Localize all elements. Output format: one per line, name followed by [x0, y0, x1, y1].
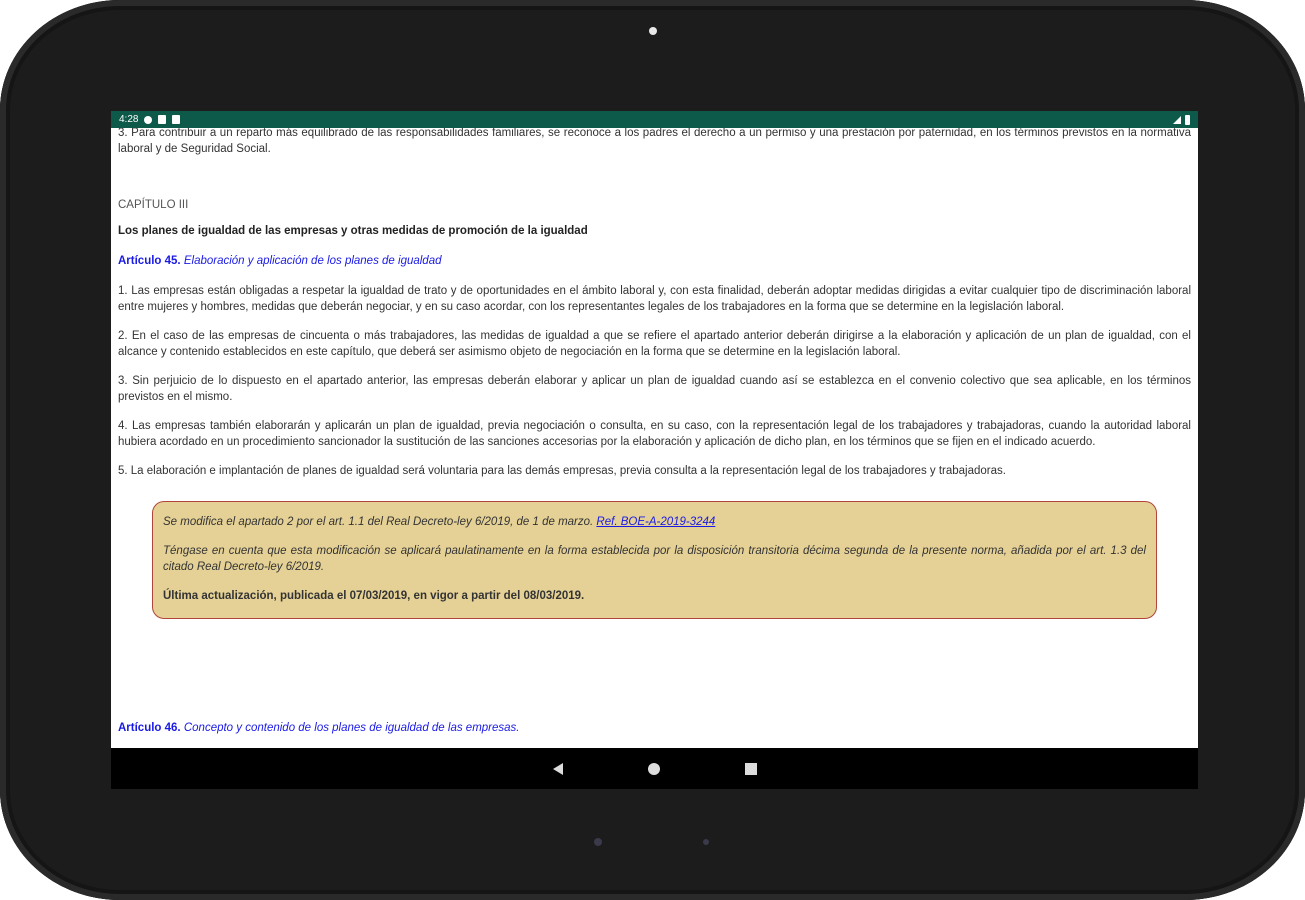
screen — [111, 111, 1198, 789]
paragraph: 1. Las empresas están obligadas a respetar la igualdad de trato y de oportunidades en el ámbito laboral y, con esta finalidad, deberán adoptar medidas dirigidas a evitar cualquier tipo de discriminación laboral entre mujeres y hombres, medidas que deberán negociar, y en su caso acordar, con los representantes legales de los trabajadores en la forma que se determine en la legislación laboral. — [118, 285, 1191, 313]
article-title: Elaboración y aplicación de los planes de igualdad — [183, 255, 442, 267]
home-icon[interactable] — [648, 763, 660, 775]
back-icon[interactable] — [553, 763, 563, 775]
recent-apps-icon[interactable] — [745, 763, 757, 775]
sensor-dot — [594, 838, 602, 846]
paragraph: 4. Las empresas también elaborarán y aplicarán un plan de igualdad, previa negociación o consulta, en su caso, con la representación legal de los trabajadores y trabajadoras, cuando la autoridad laboral hubiera acordado en un procedimiento sancionador la sustitución de las sanciones accesorias por la elaboración y aplicación de dicho plan, en los términos que se fijen en el indicado acuerdo. — [118, 420, 1191, 448]
chapter-label: CAPÍTULO III — [118, 199, 189, 211]
document-content[interactable] — [111, 128, 1198, 748]
article-number: Artículo 46. — [118, 722, 181, 734]
chapter-title: Los planes de igualdad de las empresas y otras medidas de promoción de la igualdad — [118, 225, 588, 237]
note-modification — [163, 514, 1146, 530]
article-heading[interactable] — [118, 720, 519, 736]
status-bar — [111, 111, 1198, 128]
article-number: Artículo 45. — [118, 255, 181, 267]
article-heading — [118, 253, 1191, 269]
paragraph: 5. La elaboración e implantación de planes de igualdad será voluntaria para las demás empresas, previa consulta a la representación legal de los trabajadores y trabajadoras. — [118, 465, 1006, 477]
battery-icon — [1185, 115, 1190, 125]
note-modification-text: Se modifica el apartado 2 por el art. 1.1 del Real Decreto-ley 6/2019, de 1 de marzo. — [163, 516, 594, 528]
article-title: Concepto y contenido de los planes de igualdad de las empresas. — [183, 722, 520, 734]
settings-icon — [144, 116, 152, 124]
signal-icon — [1173, 116, 1181, 124]
front-camera — [649, 27, 657, 35]
sensor-dot — [703, 839, 709, 845]
note-last-update: Última actualización, publicada el 07/03/2019, en vigor a partir del 08/03/2019. — [163, 590, 585, 602]
paragraph: 2. En el caso de las empresas de cincuenta o más trabajadores, las medidas de igualdad a que se refiere el apartado anterior deberán dirigirse a la elaboración y aplicación de un plan de igualdad, con el alcance y contenido establecidos en este capítulo, que deberá ser asimismo objeto de negociación en la forma que se determine en la legislación laboral. — [118, 330, 1191, 358]
status-time: 4:28 — [119, 114, 139, 125]
paragraph: 3. Sin perjuicio de lo dispuesto en el apartado anterior, las empresas deberán elaborar y aplicar un plan de igualdad cuando así se establezca en el convenio colectivo que sea aplicable, en los términos previstos en el mismo. — [118, 375, 1191, 403]
clipboard-icon — [172, 115, 180, 124]
note-transitional: Téngase en cuenta que esta modificación se aplicará paulatinamente en la forma establecida por la disposición transitoria décima segunda de la presente norma, añadida por el art. 1.3 del citado Real Decreto-ley 6/2019. — [163, 545, 1146, 573]
modification-note — [152, 501, 1157, 619]
navigation-bar — [111, 748, 1198, 789]
notification-icon — [158, 115, 166, 124]
boe-reference-link[interactable]: Ref. BOE-A-2019-3244 — [596, 516, 716, 528]
paragraph: 3. Para contribuir a un reparto más equilibrado de las responsabilidades familiares, se reconoce a los padres el derecho a un permiso y una prestación por paternidad, en los términos previstos en la normativa laboral y de Seguridad Social. — [118, 128, 1191, 155]
